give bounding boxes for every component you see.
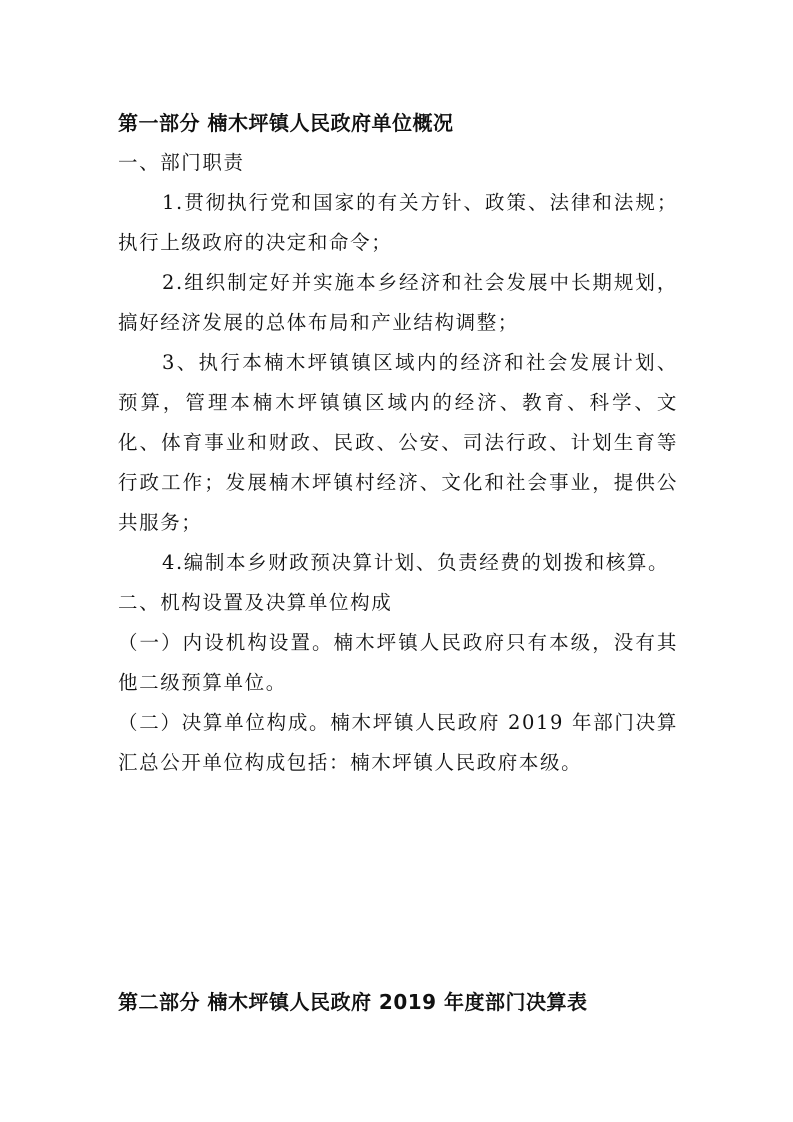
- duty-item-3: 3、执行本楠木坪镇镇区域内的经济和社会发展计划、预算，管理本楠木坪镇镇区域内的经济、教育、科学、文化、体育事业和财政、民政、公安、司法行政、计划生育等行政工作；发展楠木坪镇村经济、文化和社会事业，提供公共服务；: [118, 351, 678, 534]
- duty-item-4: 4.编制本乡财政预决算计划、负责经费的划拨和核算。: [162, 551, 670, 574]
- section1-heading: 一、部门职责: [118, 151, 245, 174]
- section2-heading: 二、机构设置及决算单位构成: [118, 591, 393, 614]
- structure-item-1: （一）内设机构设置。楠木坪镇人民政府只有本级，没有其他二级预算单位。: [118, 631, 678, 694]
- part2-title: 第二部分 楠木坪镇人民政府 2019 年度部门决算表: [118, 990, 588, 1014]
- duty-item-2: 2.组织制定好并实施本乡经济和社会发展中长期规划，搞好经济发展的总体布局和产业结构调整；: [118, 271, 678, 334]
- part1-title: 第一部分 楠木坪镇人民政府单位概况: [118, 111, 454, 135]
- duty-item-1: 1.贯彻执行党和国家的有关方针、政策、法律和法规；执行上级政府的决定和命令；: [118, 191, 678, 254]
- structure-item-2: （二）决算单位构成。楠木坪镇人民政府 2019 年部门决算汇总公开单位构成包括：楠木坪镇人民政府本级。: [118, 711, 678, 774]
